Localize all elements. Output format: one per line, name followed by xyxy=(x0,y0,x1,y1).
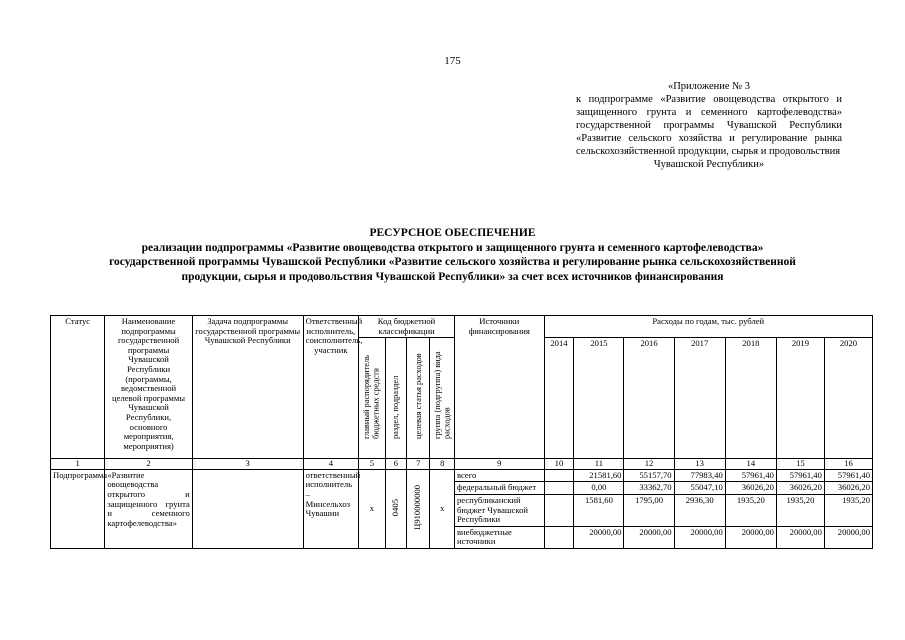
finance-value: 57961,40 xyxy=(824,469,872,482)
row-code-section: 0405 xyxy=(390,498,401,517)
finance-value: 1581,60 xyxy=(574,494,624,526)
finance-value xyxy=(544,469,574,482)
finance-source: всего xyxy=(455,469,545,482)
appendix-note xyxy=(576,80,842,171)
finance-value: 55157,70 xyxy=(624,469,674,482)
col-number: 3 xyxy=(192,459,303,470)
finance-value: 36026,20 xyxy=(725,482,776,495)
appendix-tail: Чувашской Республики» xyxy=(653,159,765,170)
col-number: 6 xyxy=(385,459,406,470)
header-task: Задача подпрограммы государственной программы Чувашской Республики xyxy=(192,316,303,459)
title-line-3: государственной программы Чувашской Республики «Развитие сельского хозяйства и регулирование рынка сельскохозяйственной xyxy=(109,256,796,268)
appendix-body: к подпрограмме «Развитие овощеводства открытого и защищенного грунта и семенного картофелеводства» государственной программы Чувашской Республики «Развитие сельского хозяйства и регулирование рынка сельскохозяйственной продукции, сырья и продовольствия xyxy=(576,94,842,157)
header-expenses: Расходы по годам, тыс. рублей xyxy=(544,316,872,338)
header-code-section: раздел, подраздел xyxy=(391,375,401,440)
header-code-grbs: главный распорядитель бюджетных средств xyxy=(362,355,381,440)
col-number: 9 xyxy=(455,459,545,470)
header-year-2020: 2020 xyxy=(824,338,872,459)
page-number: 175 xyxy=(444,55,461,67)
appendix-head: «Приложение № 3 xyxy=(667,81,751,92)
col-number: 5 xyxy=(359,459,386,470)
col-number: 11 xyxy=(574,459,624,470)
row-name: «Развитие овощеводства открытого и защищенного грунта и семенного картофелеводства» xyxy=(105,469,192,548)
finance-value: 36026,20 xyxy=(776,482,824,495)
header-year-2014: 2014 xyxy=(544,338,574,459)
finance-value: 1795,00 xyxy=(624,494,674,526)
finance-value: 77983,40 xyxy=(674,469,725,482)
document-title xyxy=(40,226,865,284)
header-status: Статус xyxy=(51,316,105,459)
column-number-row xyxy=(51,459,873,470)
header-code-target: целевая статья расходов xyxy=(413,353,423,440)
row-executor: ответственный исполнитель – Минсельхоз Чувашии xyxy=(303,469,358,548)
finance-value: 2936,30 xyxy=(674,494,725,526)
finance-value: 20000,00 xyxy=(824,526,872,548)
finance-value: 0,00 xyxy=(574,482,624,495)
title-line-4: продукции, сырья и продовольствия Чувашской Республики» за счет всех источников финансирования xyxy=(181,270,724,283)
finance-value: 33362,70 xyxy=(624,482,674,495)
col-number: 1 xyxy=(51,459,105,470)
col-number: 15 xyxy=(776,459,824,470)
col-number: 12 xyxy=(624,459,674,470)
finance-value: 1935,20 xyxy=(776,494,824,526)
col-number: 7 xyxy=(407,459,430,470)
finance-source: федеральный бюджет xyxy=(455,482,545,495)
finance-value: 20000,00 xyxy=(624,526,674,548)
row-code-group: x xyxy=(430,469,455,548)
col-number: 8 xyxy=(430,459,455,470)
title-line-1: РЕСУРСНОЕ ОБЕСПЕЧЕНИЕ xyxy=(369,227,536,239)
finance-value: 21581,60 xyxy=(574,469,624,482)
row-status: Подпрограмма xyxy=(51,469,105,548)
header-year-2016: 2016 xyxy=(624,338,674,459)
finance-value: 20000,00 xyxy=(725,526,776,548)
col-number: 14 xyxy=(725,459,776,470)
row-task xyxy=(192,469,303,548)
resource-table xyxy=(50,315,873,549)
header-year-2018: 2018 xyxy=(725,338,776,459)
finance-value: 20000,00 xyxy=(674,526,725,548)
finance-source: республиканский бюджет Чувашской Республики xyxy=(455,494,545,526)
col-number: 10 xyxy=(544,459,574,470)
header-year-2019: 2019 xyxy=(776,338,824,459)
col-number: 16 xyxy=(824,459,872,470)
header-executor: Ответственный исполнитель, соисполнитель, участник xyxy=(303,316,358,459)
header-budget-code: Код бюджетной классификации xyxy=(359,316,455,338)
finance-source: внебюджетные источники xyxy=(455,526,545,548)
finance-value: 1935,20 xyxy=(824,494,872,526)
col-number: 2 xyxy=(105,459,192,470)
finance-value: 36026,20 xyxy=(824,482,872,495)
finance-value: 20000,00 xyxy=(574,526,624,548)
finance-value: 57961,40 xyxy=(776,469,824,482)
finance-value xyxy=(544,526,574,548)
header-year-2015: 2015 xyxy=(574,338,624,459)
header-sources: Источники финансирования xyxy=(455,316,545,459)
finance-value xyxy=(544,482,574,495)
table-row xyxy=(51,469,873,482)
title-line-2: реализации подпрограммы «Развитие овощеводства открытого и защищенного грунта и семенного картофелеводства» xyxy=(141,241,764,254)
row-code-grbs: x xyxy=(359,469,386,548)
finance-value: 20000,00 xyxy=(776,526,824,548)
finance-value: 1935,20 xyxy=(725,494,776,526)
finance-value: 57961,40 xyxy=(725,469,776,482)
finance-value xyxy=(544,494,574,526)
finance-value: 55047,10 xyxy=(674,482,725,495)
header-year-2017: 2017 xyxy=(674,338,725,459)
row-code-target: Ц910000000 xyxy=(412,485,423,530)
col-number: 4 xyxy=(303,459,358,470)
col-number: 13 xyxy=(674,459,725,470)
header-name: Наименование подпрограммы государственной программы Чувашской Республики (программы, ведомственной целевой программы Чувашской Республики, основного мероприятия, мероприятия) xyxy=(105,316,192,459)
header-code-group: группа (подгруппа) вида расходов xyxy=(432,351,452,440)
